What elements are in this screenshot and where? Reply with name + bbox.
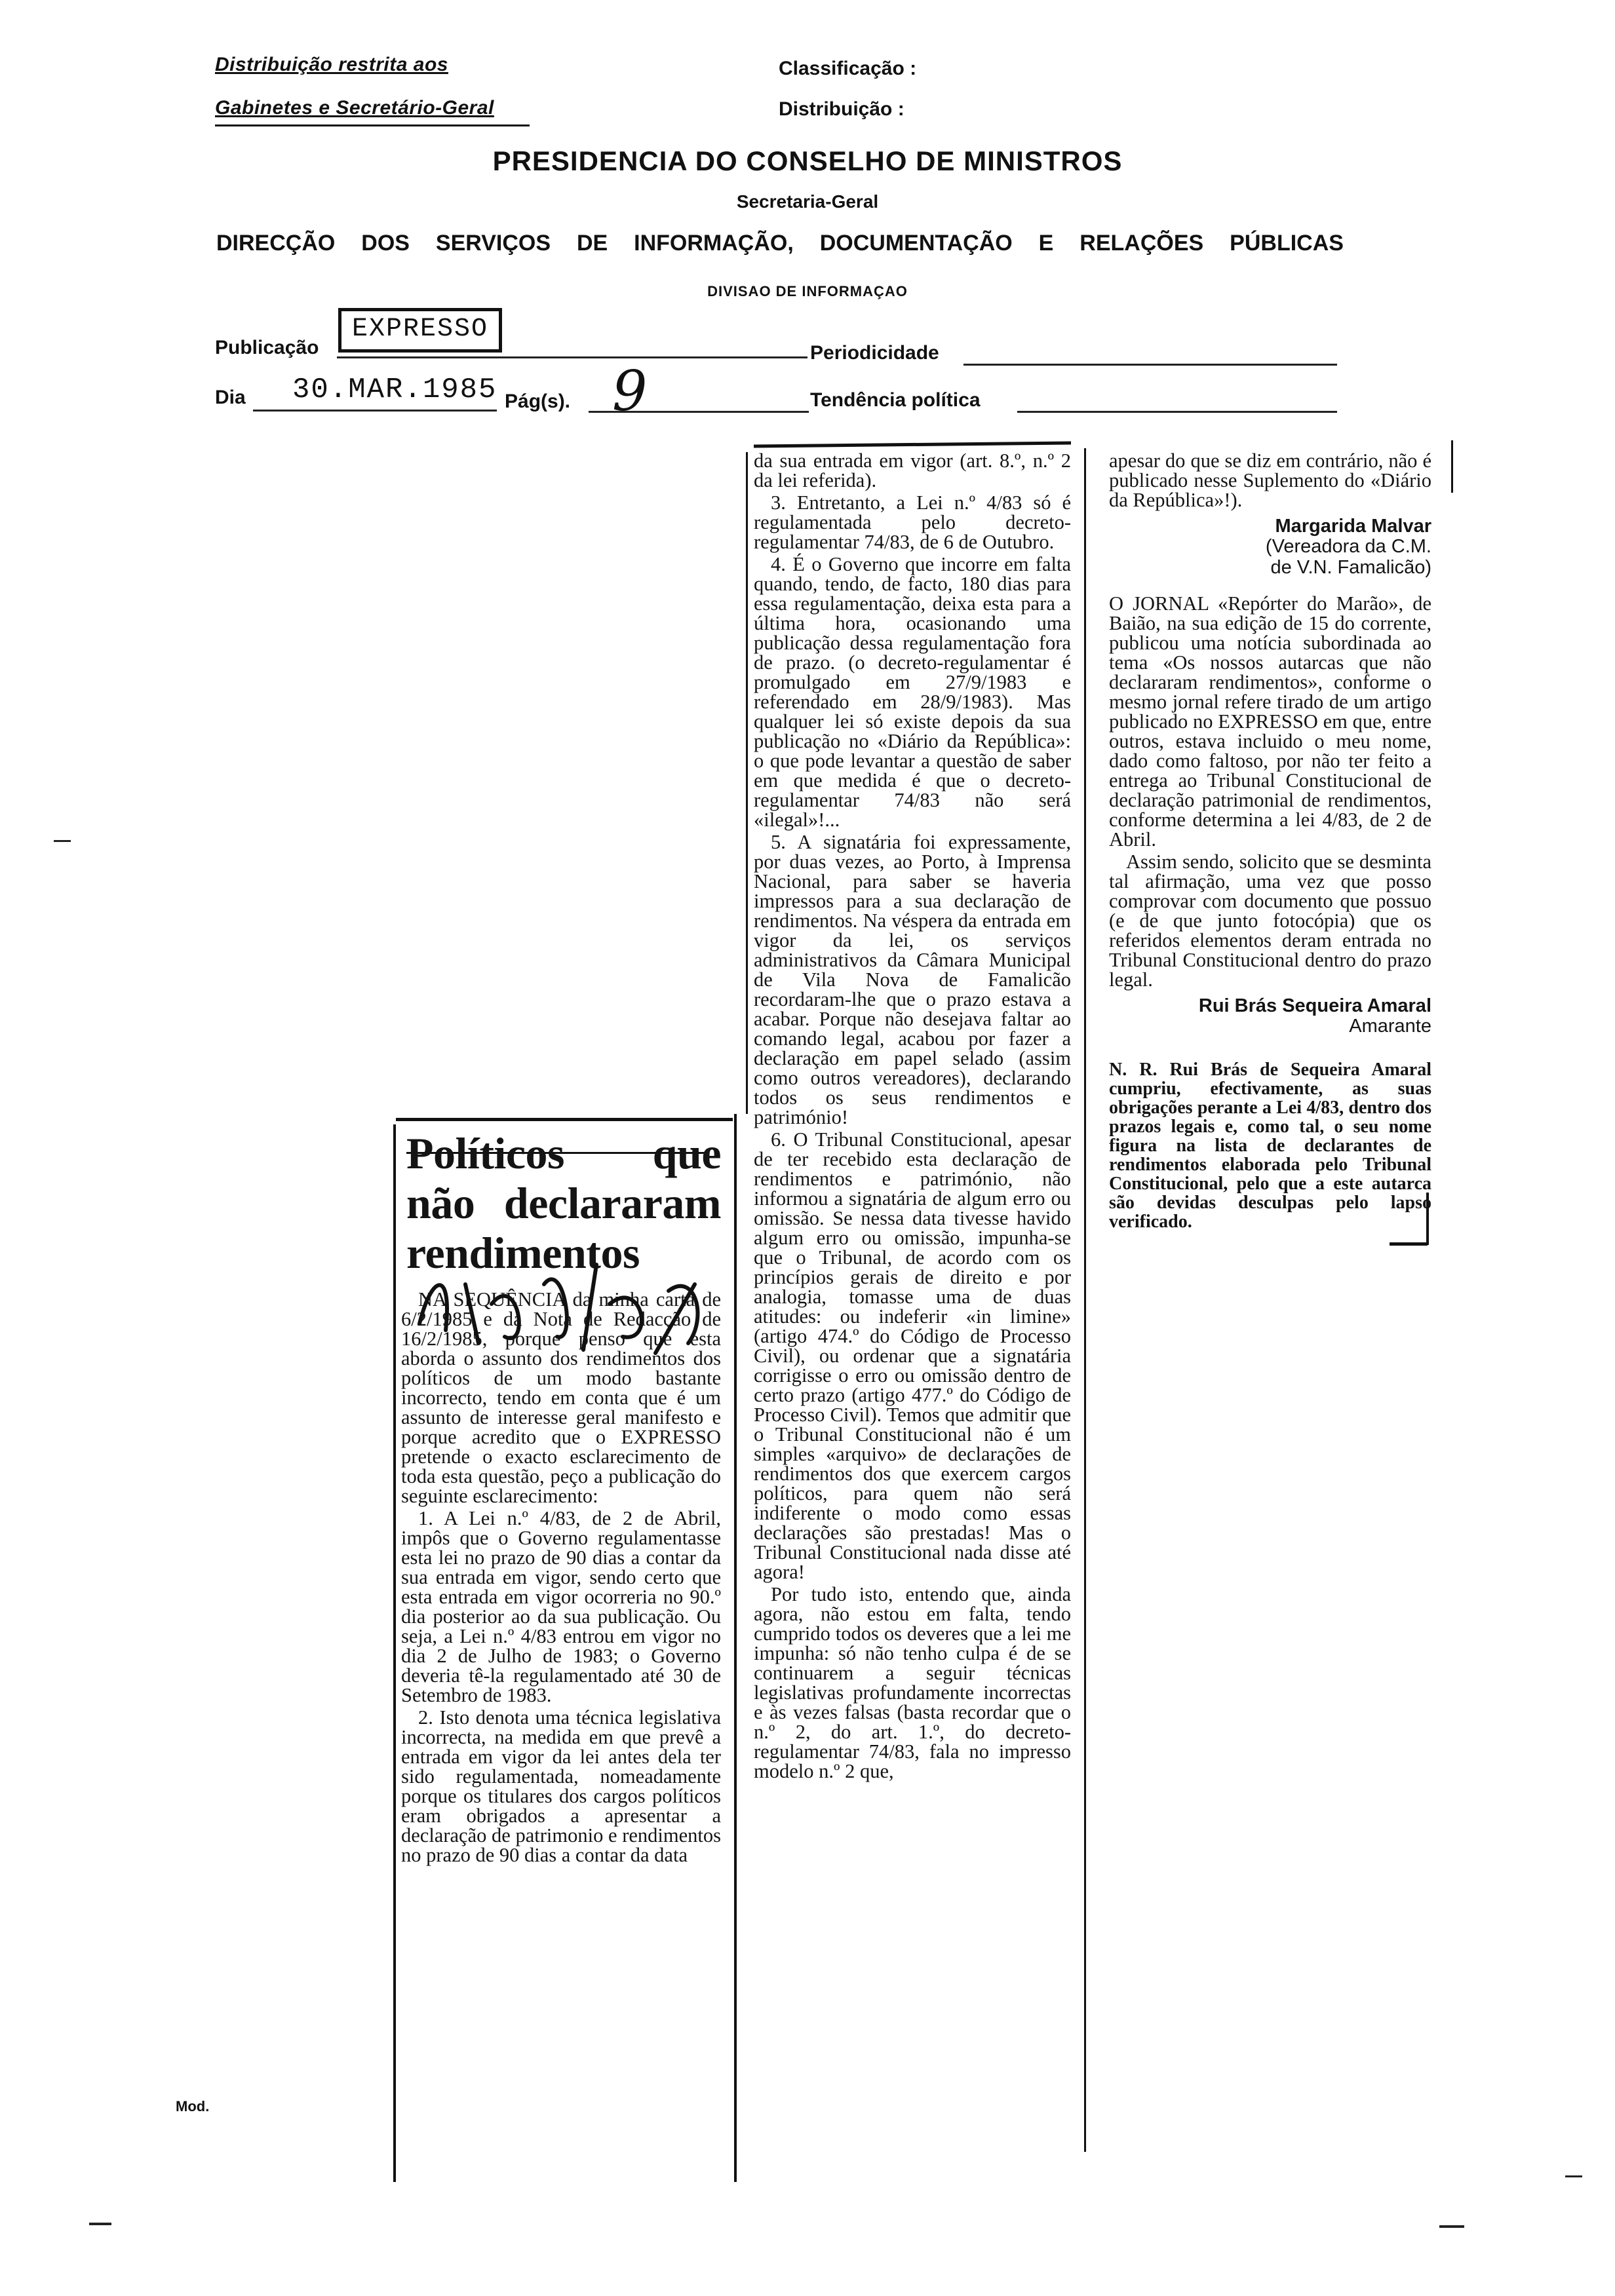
pags-label: Pág(s). bbox=[505, 391, 571, 412]
article-column-middle bbox=[754, 451, 1071, 2152]
article-paragraph: da sua entrada em vigor (art. 8.º, n.º 2 da lei referida). bbox=[754, 451, 1071, 491]
direccao-word: DIRECÇÃO bbox=[216, 231, 336, 256]
signature-rui: Rui Brás Sequeira Amaral bbox=[1198, 995, 1431, 1016]
mod-label: Mod. bbox=[176, 2098, 210, 2114]
distribuicao-label: Distribuição : bbox=[779, 98, 905, 120]
periodicidade-label: Periodicidade bbox=[810, 342, 939, 364]
article-paragraph: apesar do que se diz em contrário, não é publicado nesse Suplemento do «Diário da República»!). bbox=[1109, 451, 1431, 511]
dia-field-line bbox=[253, 408, 497, 411]
column-rule-middle-right bbox=[1084, 448, 1086, 2152]
signature-rui-place: Amarante bbox=[1349, 1016, 1431, 1037]
article-paragraph: O JORNAL «Repórter do Marão», de Baião, na sua edição de 15 do corrente, publicou uma notícia subordinada ao tema «Os nossos autarcas que não declararam rendimentos», conforme o mesmo jornal refere tirado de um artigo publicado no EXPRESSO em que, entre outros, estava incluido o meu nome, dado como faltoso, por não ter feito a entrega ao Tribunal Constitucional de declaração patrimonial de rendimentos, conforme determina a lei 4/83, de 2 de Abril. bbox=[1109, 592, 1431, 851]
dia-value: 30.MAR.1985 bbox=[292, 373, 497, 406]
direccao-word: SERVIÇOS bbox=[435, 231, 551, 256]
article-paragraph: Assim sendo, solicito que se desminta tal afirmação, uma vez que posso comprovar com documento que possuo (e de que junto fotocópia) que os referidos elementos deram entrada no Tribunal Constitucional dentro do prazo legal. bbox=[1109, 851, 1431, 991]
restricted-distribution-line-1: Distribuição restrita aos bbox=[215, 54, 448, 75]
article-paragraph: 2. Isto denota uma técnica legislativa incorrecta, na medida em que prevê a entrada em vigor da lei antes dela ter sido regulamentada, nomeadamente porque os titulares dos cargos políticos eram obrigados a apresentar a declaração de patrimonio e rendimentos no prazo de 90 dias a contar da data bbox=[401, 1706, 721, 1866]
article-paragraph: NA SEQUÊNCIA da minha carta de 6/2/1985 e da Nota de Redacção de 16/2/1985, porque penso que esta aborda o assunto dos rendimentos dos políticos de um modo bastante incorrecto, tendo em conta que é um assunto de interesse geral manifesto e porque acredito que o EXPRESSO pretende o exacto esclarecimento de toda esta questão, peço a publicação do seguinte esclarecimento: bbox=[401, 1288, 721, 1507]
clipping-edge-middle-upper bbox=[746, 452, 748, 1114]
clipping-edge-right bbox=[1451, 440, 1453, 493]
article-paragraph: 5. A signatária foi expressamente, por duas vezes, ao Porto, à Imprensa Nacional, para saber se haveria impressos para a sua declaração de rendimentos. Na véspera da entrada em vigor da lei, os serviços administrativos da Câmara Municipal de Vila Nova de Famalicão recordaram-lhe que o prazo estava a acabar. Porque não desejava faltar ao comando legal, acabou por fazer a declaração em papel selado (assim como outros vereadores), declarando todos os seus rendimentos e património! bbox=[754, 831, 1071, 1128]
editor-note: N. R. Rui Brás de Sequeira Amaral cumpriu, efectivamente, as suas obrigações perante a Lei 4/83, dentro dos prazos legais e, como tal, o seu nome figura na lista de declarantes de rendimentos elaborada pelo Tribunal Constitucional, pelo que a este autarca são devidas desculpas pelo lapso verificado. bbox=[1109, 1060, 1431, 1232]
scan-mark bbox=[89, 2223, 111, 2225]
handwritten-annotation bbox=[406, 1245, 721, 1356]
signature-margarida-role-1: (Vereadora da C.M. bbox=[1265, 536, 1431, 557]
tendencia-field-line bbox=[1017, 409, 1337, 413]
classificacao-label: Classificação : bbox=[779, 58, 917, 79]
direccao-word: RELAÇÕES bbox=[1080, 231, 1204, 256]
article-paragraph: Por tudo isto, entendo que, ainda agora, não estou em falta, tendo cumprido todos os deveres que a lei me impunha: só não tenho culpa é de se continuarem a seguir técnicas legislativas profundamente incorrectas e às vezes falsas (basta recordar que o n.º 2, do art. 1.º, do decreto-regulamentar 74/83, fala no impresso modelo n.º 2 que, bbox=[754, 1583, 1071, 1782]
restricted-distribution-line-2: Gabinetes e Secretário-Geral bbox=[215, 97, 494, 119]
dia-label: Dia bbox=[215, 387, 246, 408]
article-column-right bbox=[1109, 451, 1431, 1263]
clipping-top-rule-left bbox=[396, 1118, 733, 1121]
direccao-word: PÚBLICAS bbox=[1230, 231, 1344, 256]
scan-mark bbox=[54, 840, 71, 842]
direccao-word: DOCUMENTAÇÃO bbox=[819, 231, 1013, 256]
direccao-word: DE bbox=[576, 231, 608, 256]
publicacao-label: Publicação bbox=[215, 337, 319, 358]
presidencia-title: PRESIDENCIA DO CONSELHO DE MINISTROS bbox=[492, 145, 1123, 176]
divisao-informacao: DIVISAO DE INFORMAÇAO bbox=[707, 283, 908, 299]
publicacao-field-line bbox=[337, 354, 808, 358]
header-divider bbox=[215, 124, 530, 126]
article-paragraph: 1. A Lei n.º 4/83, de 2 de Abril, impôs que o Governo regulamentasse esta lei no prazo de 90 dias a contar da sua entrada em vigor, sendo certo que esta entrada em vigor ocorreria no 90.º dia posterior ao da sua publicação. Ou seja, a Lei n.º 4/83 entrou em vigor no dia 2 de Julho de 1983; o Governo deveria tê-la regulamentado até 30 de Setembro de 1983. bbox=[401, 1507, 721, 1706]
article-paragraph: 6. O Tribunal Constitucional, apesar de ter recebido esta declaração de rendimentos e património, não informou a signatária de algum erro ou omissão. Se nessa data tivesse havido algum erro ou omissão, impunha-se que o Tribunal, de acordo com os princípios gerais de direito e por analogia, tomasse uma de duas atitudes: ou indeferir «in limine» (artigo 474.º do Código de Processo Civil), ou ordenar que a signatária corrigisse o erro ou omissão dentro de certo prazo (artigo 477.º do Código de Processo Civil). Temos que admitir que o Tribunal Constitucional não é um simples «arquivo» de declarações de rendimentos dos que exercem cargos políticos, para quem não será indiferente o modo como essas declarações são prestadas! Mas o Tribunal Constitucional nada disse até agora! bbox=[754, 1128, 1071, 1583]
clipping-edge-middle-lower bbox=[734, 1114, 737, 2182]
tendencia-label: Tendência política bbox=[810, 389, 981, 411]
direccao-word: INFORMAÇÃO, bbox=[634, 231, 794, 256]
clipping-top-rule-middle bbox=[754, 441, 1071, 448]
article-paragraph: 4. É o Governo que incorre em falta quando, tendo, de facto, 180 dias para essa regulamentação, deixa esta para a última hora, ocasionando uma publicação dessa regulamentação fora de prazo. (o decreto-regulamentar é promulgado em 27/9/1983 e referendado em 28/9/1983). Mas qualquer lei só existe depois da sua publicação no «Diário da República»: o que pode levantar a questão de saber em que medida é que o decreto-regulamentar 74/83 não será «ilegal»!... bbox=[754, 553, 1071, 831]
direccao-word: DOS bbox=[361, 231, 410, 256]
signature-margarida-role-2: de V.N. Famalicão) bbox=[1270, 557, 1431, 578]
clipping-edge-left bbox=[393, 1124, 396, 2182]
scan-mark bbox=[1439, 2225, 1464, 2228]
signature-margarida: Margarida Malvar bbox=[1275, 516, 1431, 537]
direccao-word: E bbox=[1038, 231, 1054, 256]
secretaria-geral: Secretaria-Geral bbox=[736, 191, 879, 212]
pags-value-handwritten: 9 bbox=[612, 359, 648, 423]
periodicidade-field-line bbox=[963, 362, 1337, 366]
publicacao-stamp: EXPRESSO bbox=[338, 308, 502, 353]
article-headline: Políticos que não declararam rendimentos bbox=[406, 1128, 721, 1278]
scan-mark bbox=[1565, 2175, 1582, 2177]
direccao-line bbox=[216, 231, 1344, 256]
article-paragraph: 3. Entretanto, a Lei n.º 4/83 só é regulamentada pelo decreto-regulamentar 74/83, de 6 de Outubro. bbox=[754, 491, 1071, 553]
